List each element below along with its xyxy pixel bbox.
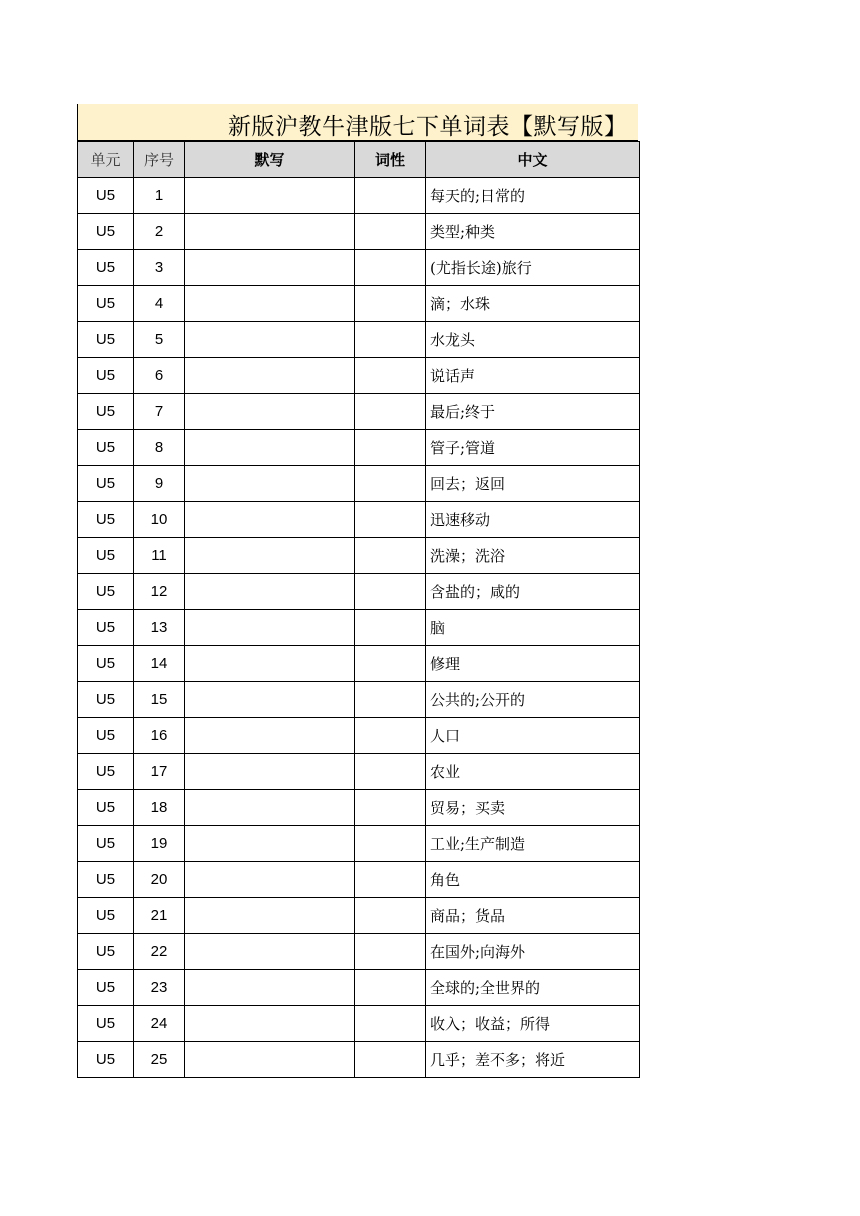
unit-cell: U5: [78, 790, 134, 826]
chinese-cell: 脑: [426, 610, 640, 646]
number-cell: 15: [134, 682, 185, 718]
header-row: [78, 142, 640, 178]
unit-cell: U5: [78, 718, 134, 754]
unit-cell: U5: [78, 898, 134, 934]
number-cell: 11: [134, 538, 185, 574]
dictation-cell[interactable]: [185, 286, 355, 322]
table-row: [78, 1006, 640, 1042]
pos-cell[interactable]: [355, 538, 426, 574]
chinese-cell: 回去；返回: [426, 466, 640, 502]
pos-cell[interactable]: [355, 862, 426, 898]
number-cell: 4: [134, 286, 185, 322]
dictation-cell[interactable]: [185, 502, 355, 538]
chinese-cell: 工业;生产制造: [426, 826, 640, 862]
chinese-cell: 迅速移动: [426, 502, 640, 538]
number-cell: 14: [134, 646, 185, 682]
table-row: [78, 718, 640, 754]
chinese-cell: 贸易；买卖: [426, 790, 640, 826]
number-cell: 8: [134, 430, 185, 466]
pos-cell[interactable]: [355, 754, 426, 790]
pos-cell[interactable]: [355, 466, 426, 502]
page-title: 新版沪教牛津版七下单词表【默写版】: [228, 114, 628, 140]
number-cell: 9: [134, 466, 185, 502]
table-row: [78, 862, 640, 898]
dictation-cell[interactable]: [185, 358, 355, 394]
pos-cell[interactable]: [355, 718, 426, 754]
number-cell: 17: [134, 754, 185, 790]
dictation-cell[interactable]: [185, 934, 355, 970]
table-row: [78, 430, 640, 466]
dictation-cell[interactable]: [185, 754, 355, 790]
chinese-cell: 水龙头: [426, 322, 640, 358]
dictation-cell[interactable]: [185, 430, 355, 466]
header-pos: 词性: [355, 142, 426, 178]
number-cell: 6: [134, 358, 185, 394]
dictation-cell[interactable]: [185, 178, 355, 214]
pos-cell[interactable]: [355, 934, 426, 970]
unit-cell: U5: [78, 394, 134, 430]
pos-cell[interactable]: [355, 502, 426, 538]
unit-cell: U5: [78, 1006, 134, 1042]
dictation-cell[interactable]: [185, 898, 355, 934]
table-row: [78, 790, 640, 826]
dictation-cell[interactable]: [185, 1006, 355, 1042]
number-cell: 2: [134, 214, 185, 250]
chinese-cell: 说话声: [426, 358, 640, 394]
pos-cell[interactable]: [355, 970, 426, 1006]
unit-cell: U5: [78, 178, 134, 214]
number-cell: 21: [134, 898, 185, 934]
table-row: [78, 466, 640, 502]
number-cell: 18: [134, 790, 185, 826]
pos-cell[interactable]: [355, 286, 426, 322]
dictation-cell[interactable]: [185, 718, 355, 754]
chinese-cell: 公共的;公开的: [426, 682, 640, 718]
table-body: [78, 178, 640, 1078]
pos-cell[interactable]: [355, 394, 426, 430]
header-dictation: 默写: [185, 142, 355, 178]
table-row: [78, 394, 640, 430]
unit-cell: U5: [78, 862, 134, 898]
header-no: 序号: [134, 142, 185, 178]
dictation-cell[interactable]: [185, 862, 355, 898]
table-row: [78, 754, 640, 790]
dictation-cell[interactable]: [185, 790, 355, 826]
chinese-cell: 含盐的；咸的: [426, 574, 640, 610]
chinese-cell: 人口: [426, 718, 640, 754]
dictation-cell[interactable]: [185, 826, 355, 862]
number-cell: 25: [134, 1042, 185, 1078]
number-cell: 20: [134, 862, 185, 898]
chinese-cell: 角色: [426, 862, 640, 898]
chinese-cell: 修理: [426, 646, 640, 682]
unit-cell: U5: [78, 538, 134, 574]
pos-cell[interactable]: [355, 322, 426, 358]
table-row: [78, 682, 640, 718]
dictation-cell[interactable]: [185, 682, 355, 718]
pos-cell[interactable]: [355, 358, 426, 394]
table-row: [78, 826, 640, 862]
header-chinese: 中文: [426, 142, 640, 178]
unit-cell: U5: [78, 358, 134, 394]
table-row: [78, 574, 640, 610]
table-row: [78, 970, 640, 1006]
pos-cell[interactable]: [355, 610, 426, 646]
pos-cell[interactable]: [355, 430, 426, 466]
table-row: [78, 286, 640, 322]
number-cell: 13: [134, 610, 185, 646]
pos-cell[interactable]: [355, 178, 426, 214]
number-cell: 23: [134, 970, 185, 1006]
unit-cell: U5: [78, 286, 134, 322]
chinese-cell: 收入；收益；所得: [426, 1006, 640, 1042]
number-cell: 7: [134, 394, 185, 430]
table-row: [78, 898, 640, 934]
chinese-cell: 商品；货品: [426, 898, 640, 934]
dictation-cell[interactable]: [185, 1042, 355, 1078]
title-row: [77, 104, 638, 141]
number-cell: 10: [134, 502, 185, 538]
table-row: [78, 646, 640, 682]
unit-cell: U5: [78, 934, 134, 970]
vocabulary-table: [77, 141, 640, 1078]
unit-cell: U5: [78, 214, 134, 250]
table-row: [78, 322, 640, 358]
unit-cell: U5: [78, 250, 134, 286]
unit-cell: U5: [78, 754, 134, 790]
chinese-cell: 最后;终于: [426, 394, 640, 430]
pos-cell[interactable]: [355, 1006, 426, 1042]
header-unit: 单元: [78, 142, 134, 178]
dictation-cell[interactable]: [185, 466, 355, 502]
pos-cell[interactable]: [355, 682, 426, 718]
pos-cell[interactable]: [355, 574, 426, 610]
number-cell: 19: [134, 826, 185, 862]
chinese-cell: 滴；水珠: [426, 286, 640, 322]
unit-cell: U5: [78, 466, 134, 502]
table-row: [78, 538, 640, 574]
unit-cell: U5: [78, 646, 134, 682]
table-row: [78, 1042, 640, 1078]
unit-cell: U5: [78, 574, 134, 610]
table-row: [78, 250, 640, 286]
dictation-cell[interactable]: [185, 322, 355, 358]
unit-cell: U5: [78, 610, 134, 646]
dictation-cell[interactable]: [185, 394, 355, 430]
number-cell: 22: [134, 934, 185, 970]
chinese-cell: 管子;管道: [426, 430, 640, 466]
dictation-cell[interactable]: [185, 574, 355, 610]
dictation-cell[interactable]: [185, 214, 355, 250]
dictation-cell[interactable]: [185, 250, 355, 286]
chinese-cell: (尤指长途)旅行: [426, 250, 640, 286]
pos-cell[interactable]: [355, 1042, 426, 1078]
pos-cell[interactable]: [355, 646, 426, 682]
dictation-cell[interactable]: [185, 610, 355, 646]
chinese-cell: 全球的;全世界的: [426, 970, 640, 1006]
chinese-cell: 几乎；差不多；将近: [426, 1042, 640, 1078]
unit-cell: U5: [78, 682, 134, 718]
table-row: [78, 502, 640, 538]
pos-cell[interactable]: [355, 214, 426, 250]
unit-cell: U5: [78, 826, 134, 862]
number-cell: 3: [134, 250, 185, 286]
dictation-cell[interactable]: [185, 538, 355, 574]
chinese-cell: 农业: [426, 754, 640, 790]
number-cell: 5: [134, 322, 185, 358]
dictation-cell[interactable]: [185, 646, 355, 682]
chinese-cell: 类型;种类: [426, 214, 640, 250]
unit-cell: U5: [78, 502, 134, 538]
chinese-cell: 在国外;向海外: [426, 934, 640, 970]
number-cell: 1: [134, 178, 185, 214]
chinese-cell: 洗澡；洗浴: [426, 538, 640, 574]
unit-cell: U5: [78, 1042, 134, 1078]
table-row: [78, 934, 640, 970]
pos-cell[interactable]: [355, 898, 426, 934]
pos-cell[interactable]: [355, 250, 426, 286]
table-row: [78, 214, 640, 250]
number-cell: 12: [134, 574, 185, 610]
dictation-cell[interactable]: [185, 970, 355, 1006]
vocabulary-sheet: [77, 104, 638, 1078]
table-row: [78, 178, 640, 214]
unit-cell: U5: [78, 322, 134, 358]
unit-cell: U5: [78, 430, 134, 466]
number-cell: 16: [134, 718, 185, 754]
unit-cell: U5: [78, 970, 134, 1006]
chinese-cell: 每天的;日常的: [426, 178, 640, 214]
number-cell: 24: [134, 1006, 185, 1042]
pos-cell[interactable]: [355, 826, 426, 862]
table-row: [78, 610, 640, 646]
pos-cell[interactable]: [355, 790, 426, 826]
table-row: [78, 358, 640, 394]
